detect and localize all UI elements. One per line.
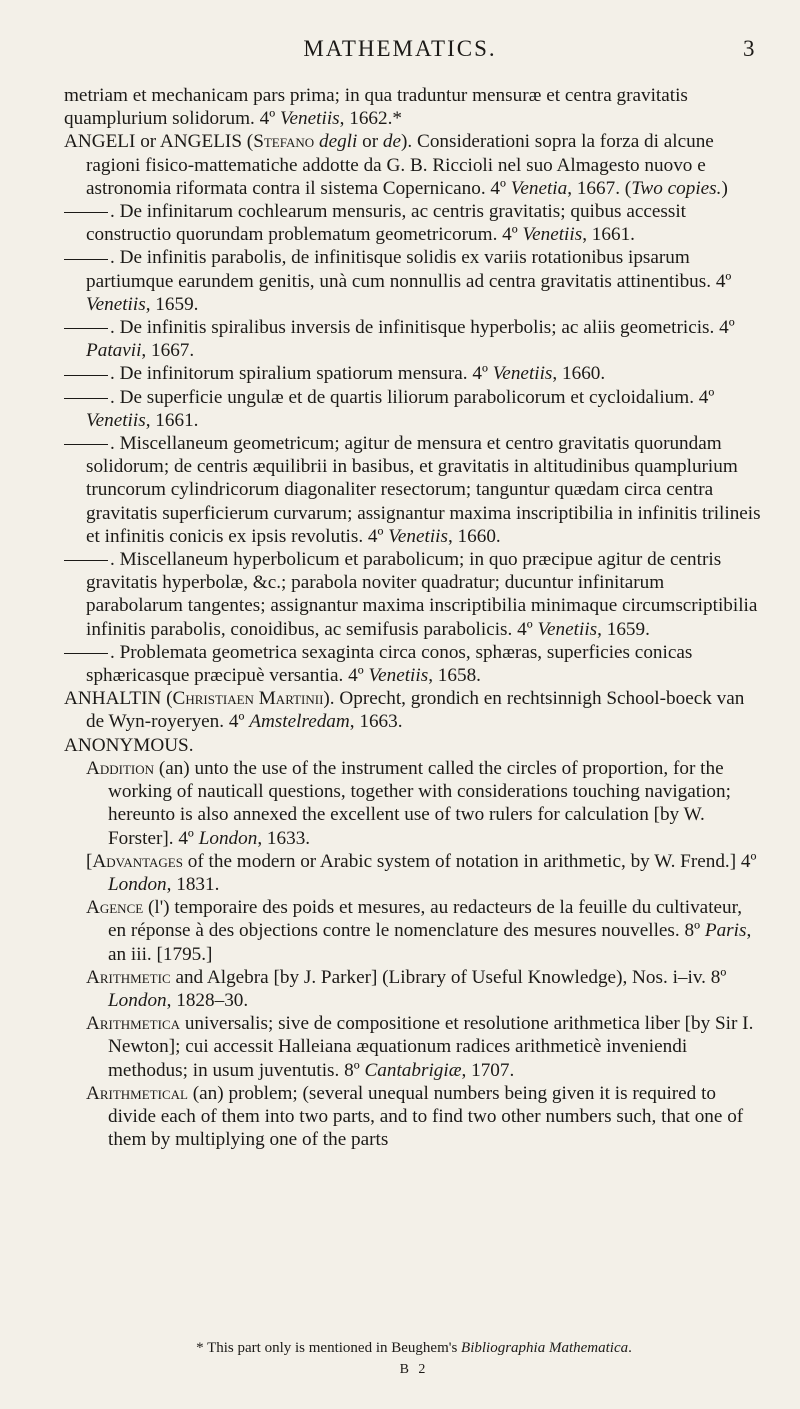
anonymous-entry: Arithmetical (an) problem; (several unequal numbers being given it is required to divide each of them into two parts, and to find two other numbers such, that one of them by multiplying one of the parts [86,1082,744,1151]
anonymous-entry: Addition (an) unto the use of the instrument called the circles of proportion, for the working of nauticall questions, together with considerations touching navigation; hereunto is also annexed the excellent use of two rulers for calculation [by W. Forster]. 4º London, 1633. [86,757,731,849]
angeli-sub-entry-text: . Problemata geometrica sexaginta circa conos, sphæras, superficies conicas sphæricasque præcipuè versantia. 4º Venetiis, 1658. [86,641,693,687]
angeli-sub-entry [64,641,764,687]
ditto-dash [64,375,108,376]
angeli-sub-entry-text: . De superficie ungulæ et de quartis liliorum parabolicorum et cycloidalium. 4º Venetiis, 1661. [86,386,715,431]
angeli-sub-entry [64,386,764,432]
angeli-sub-entry-text: . Miscellaneum hyperbolicum et parabolicum; in quo præcipue agitur de centris gravitatis hyperbolæ, &c.; parabola noviter quadratur; ducuntur infinitarum parabolarum tangentes; assignantur maxima inscriptibilia minimaque circumscriptibilia infinitis parabolis, conoidibus, ac semifusis parabolicis. 4º Venetiis, 1659. [86,549,758,640]
anonymous-entry: Agence (l') temporaire des poids et mesures, au redacteurs de la feuille du cultivateur, en réponse à des objections contre le nomenclature des mesures nouvelles. 8º Paris, an iii. [1795.] [86,897,752,965]
ditto-dash [64,560,108,561]
heading-anonymous: ANONYMOUS. [64,734,194,756]
anonymous-entry: Arithmetica universalis; sive de compositione et resolutione arithmetica liber [by Sir I. Newton]; cui accessit Halleiana æquationum radices arithmeticè inveniendi methodus; in usum juventutis. 8º Cantabrigiæ, 1707. [86,1013,754,1081]
ditto-dash [64,328,108,329]
anonymous-entry: [Advantages of the modern or Arabic system of notation in arithmetic, by W. Frend.] 4º London, 1831. [86,850,757,895]
page-header [0,0,800,78]
angeli-sub-entry [64,548,764,641]
ditto-dash [64,653,108,654]
angeli-sub-entry-text: . Miscellaneum geometricum; agitur de mensura et centro gravitatis quorundam solidorum; de centris æquilibrii in basibus, et gravitatis in altitudinibus quamplurium truncorum cylindricorum diagonaliter resectorum; tanguntur quædam circa centra gravitatis superficierum curvarum; assignantur maxima inscriptibilia in infinitis trilineis et infinitis conicis ex ipsis revolutis. 4º Venetiis, 1660. [86,433,761,547]
signature-mark: B 2 [399,1362,429,1377]
angeli-sub-entry [64,200,764,246]
angeli-sub-entry [64,432,764,548]
catalogue-body [64,84,764,1151]
entry-angeli: ANGELI or ANGELIS (Stefano degli or de). Considerationi sopra la forza di alcune ragioni fisico-mattematiche addotte da G. B. Riccioli nel suo Almagesto nuovo e astronomia riformata contra il sistema Copernicano. 4º Venetia, 1667. (Two copies.) [64,131,728,199]
anonymous-entry: Arithmetic and Algebra [by J. Parker] (Library of Useful Knowledge), Nos. i–iv. 8º London, 1828–30. [86,966,727,1011]
page-number: 3 [743,36,755,61]
ditto-dash [64,259,108,260]
ditto-dash [64,444,108,445]
angeli-sub-entry-text: . De infinitorum spiralium spatiorum mensura. 4º Venetiis, 1660. [110,363,606,385]
angeli-sub-entry-text: . De infinitis spiralibus inversis de infinitisque hyperbolis; ac aliis geometricis. 4º Patavii, 1667. [86,317,735,362]
running-title: MATHEMATICS. [303,36,497,61]
angeli-sub-entry [64,362,764,385]
angeli-sub-entry [64,316,764,362]
angeli-sub-entries [64,200,764,687]
angeli-sub-entry [64,246,764,316]
angeli-sub-entry-text: . De infinitis parabolis, de infinitisque solidis ex variis rotationibus ipsarum partiumque earundem genitis, unà cum nonnullis ad centra gravitatis attinentibus. 4º Venetiis, 1659. [86,247,732,315]
anonymous-entries [64,757,764,1151]
entry-continuation: metriam et mechanicam pars prima; in qua traduntur mensuræ et centra gravitatis quamplurium solidorum. 4º Venetiis, 1662.* [64,85,688,130]
ditto-dash [64,398,108,399]
ditto-dash [64,212,108,213]
angeli-sub-entry-text: . De infinitarum cochlearum mensuris, ac centris gravitatis; quibus accessit constructio quorundam problematum geometricorum. 4º Venetiis, 1661. [86,201,686,246]
footnote: * This part only is mentioned in Beughem's Bibliographia Mathematica. [196,1340,632,1356]
entry-anhaltin: ANHALTIN (Christiaen Martinii). Oprecht, grondich en rechtsinnigh School-boeck van de Wyn-royeryen. 4º Amstelredam, 1663. [64,688,745,733]
